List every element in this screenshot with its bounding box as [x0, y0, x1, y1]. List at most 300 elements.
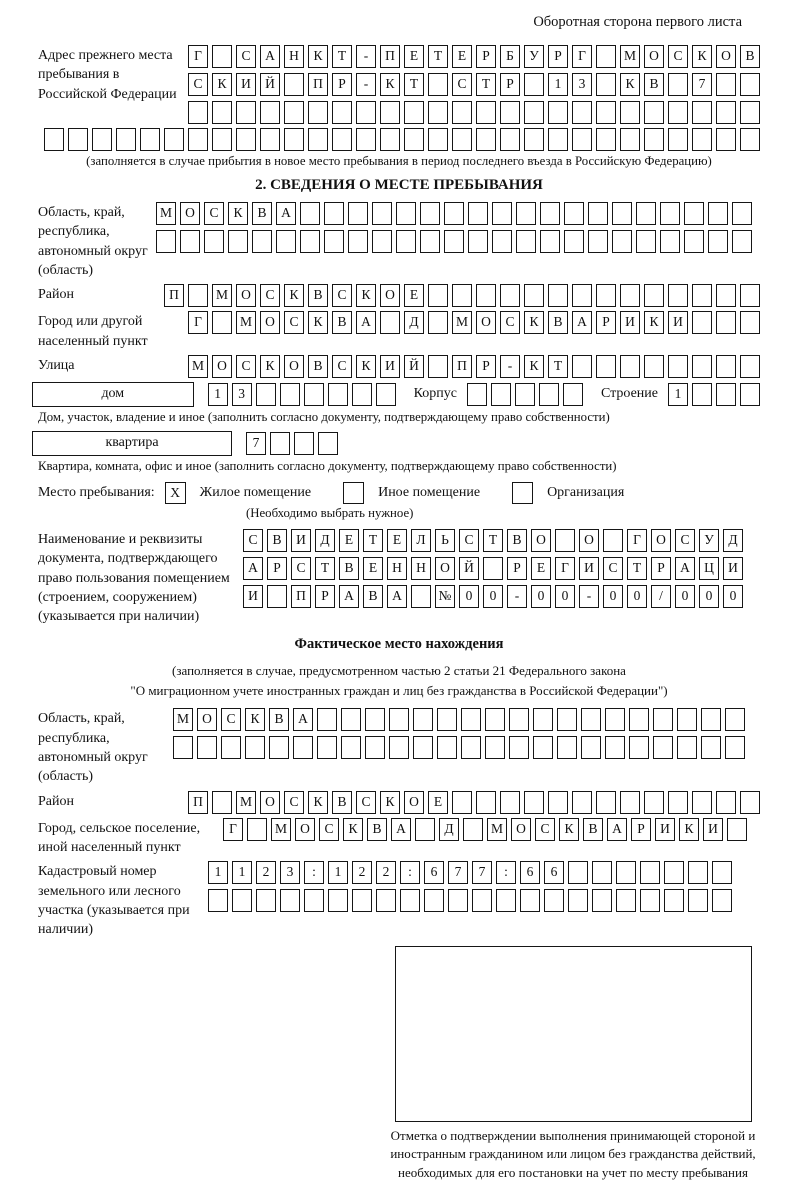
char-cell[interactable] [411, 585, 431, 608]
char-cell[interactable]: И [668, 311, 688, 334]
char-cell[interactable] [472, 889, 492, 912]
char-cell[interactable]: А [391, 818, 411, 841]
char-cell[interactable] [692, 355, 712, 378]
char-cell[interactable]: С [260, 284, 280, 307]
char-cell[interactable] [564, 230, 584, 253]
char-cell[interactable] [376, 889, 396, 912]
char-cell[interactable] [428, 128, 448, 151]
char-cell[interactable]: В [267, 529, 287, 552]
char-cell[interactable] [293, 736, 313, 759]
char-cell[interactable]: К [692, 45, 712, 68]
char-cell[interactable] [212, 791, 232, 814]
char-cell[interactable]: Р [651, 557, 671, 580]
char-cell[interactable] [304, 383, 324, 406]
char-cell[interactable] [444, 230, 464, 253]
char-cell[interactable] [365, 708, 385, 731]
char-cell[interactable]: К [380, 73, 400, 96]
char-cell[interactable] [348, 202, 368, 225]
char-cell[interactable] [548, 128, 568, 151]
char-cell[interactable] [677, 736, 697, 759]
char-cell[interactable] [668, 791, 688, 814]
char-cell[interactable]: С [332, 355, 352, 378]
char-cell[interactable] [356, 128, 376, 151]
char-cell[interactable]: У [524, 45, 544, 68]
char-cell[interactable] [716, 355, 736, 378]
char-cell[interactable]: В [367, 818, 387, 841]
char-cell[interactable]: Л [411, 529, 431, 552]
char-cell[interactable]: С [459, 529, 479, 552]
char-cell[interactable] [740, 101, 760, 124]
char-cell[interactable] [727, 818, 747, 841]
char-cell[interactable]: С [284, 311, 304, 334]
char-cell[interactable]: Е [531, 557, 551, 580]
char-cell[interactable] [640, 889, 660, 912]
char-cell[interactable]: К [343, 818, 363, 841]
char-cell[interactable] [245, 736, 265, 759]
char-cell[interactable] [740, 284, 760, 307]
char-cell[interactable] [740, 791, 760, 814]
char-cell[interactable]: К [356, 284, 376, 307]
char-cell[interactable]: 0 [555, 585, 575, 608]
char-cell[interactable] [716, 101, 736, 124]
char-cell[interactable]: Т [476, 73, 496, 96]
char-cell[interactable]: О [260, 791, 280, 814]
char-cell[interactable] [428, 311, 448, 334]
char-cell[interactable]: Д [723, 529, 743, 552]
char-cell[interactable] [188, 284, 208, 307]
char-cell[interactable] [260, 128, 280, 151]
char-cell[interactable] [540, 230, 560, 253]
char-cell[interactable]: К [524, 355, 544, 378]
char-cell[interactable] [636, 230, 656, 253]
char-cell[interactable]: 7 [472, 861, 492, 884]
char-cell[interactable] [500, 791, 520, 814]
char-cell[interactable]: А [572, 311, 592, 334]
char-cell[interactable] [596, 101, 616, 124]
char-cell[interactable]: Ц [699, 557, 719, 580]
char-cell[interactable]: Г [188, 45, 208, 68]
char-cell[interactable]: : [304, 861, 324, 884]
char-cell[interactable] [188, 128, 208, 151]
char-cell[interactable]: В [308, 284, 328, 307]
char-cell[interactable] [284, 128, 304, 151]
char-cell[interactable] [740, 355, 760, 378]
char-cell[interactable]: Е [428, 791, 448, 814]
char-cell[interactable] [452, 101, 472, 124]
char-cell[interactable] [548, 791, 568, 814]
char-cell[interactable]: О [644, 45, 664, 68]
char-cell[interactable]: Д [439, 818, 459, 841]
char-cell[interactable]: К [620, 73, 640, 96]
char-cell[interactable] [716, 791, 736, 814]
char-cell[interactable]: М [212, 284, 232, 307]
char-cell[interactable]: 7 [448, 861, 468, 884]
char-cell[interactable] [563, 383, 583, 406]
char-cell[interactable]: - [507, 585, 527, 608]
char-cell[interactable] [620, 791, 640, 814]
char-cell[interactable] [596, 355, 616, 378]
char-cell[interactable] [452, 128, 472, 151]
char-cell[interactable]: В [363, 585, 383, 608]
char-cell[interactable]: О [476, 311, 496, 334]
char-cell[interactable]: - [579, 585, 599, 608]
char-cell[interactable]: С [675, 529, 695, 552]
char-cell[interactable] [212, 311, 232, 334]
char-cell[interactable] [270, 432, 290, 455]
char-cell[interactable]: К [260, 355, 280, 378]
char-cell[interactable] [572, 128, 592, 151]
char-cell[interactable] [592, 861, 612, 884]
char-cell[interactable]: 0 [603, 585, 623, 608]
char-cell[interactable]: - [500, 355, 520, 378]
char-cell[interactable] [332, 101, 352, 124]
char-cell[interactable]: Г [555, 557, 575, 580]
char-cell[interactable]: Р [332, 73, 352, 96]
char-cell[interactable]: А [339, 585, 359, 608]
char-cell[interactable]: С [236, 355, 256, 378]
char-cell[interactable]: Й [260, 73, 280, 96]
char-cell[interactable] [712, 889, 732, 912]
char-cell[interactable] [476, 101, 496, 124]
char-cell[interactable]: И [243, 585, 263, 608]
char-cell[interactable]: О [531, 529, 551, 552]
char-cell[interactable] [92, 128, 112, 151]
char-cell[interactable] [660, 202, 680, 225]
char-cell[interactable]: К [245, 708, 265, 731]
char-cell[interactable]: М [236, 791, 256, 814]
char-cell[interactable] [524, 284, 544, 307]
char-cell[interactable]: С [243, 529, 263, 552]
char-cell[interactable] [568, 861, 588, 884]
char-cell[interactable] [44, 128, 64, 151]
char-cell[interactable]: : [400, 861, 420, 884]
char-cell[interactable]: : [496, 861, 516, 884]
char-cell[interactable] [372, 230, 392, 253]
char-cell[interactable]: В [252, 202, 272, 225]
char-cell[interactable]: О [716, 45, 736, 68]
char-cell[interactable]: 0 [723, 585, 743, 608]
char-cell[interactable] [732, 230, 752, 253]
char-cell[interactable]: К [308, 311, 328, 334]
char-cell[interactable] [476, 791, 496, 814]
char-cell[interactable]: С [332, 284, 352, 307]
char-cell[interactable]: С [284, 791, 304, 814]
char-cell[interactable]: 3 [232, 383, 252, 406]
char-cell[interactable] [533, 736, 553, 759]
char-cell[interactable] [212, 45, 232, 68]
char-cell[interactable] [212, 101, 232, 124]
char-cell[interactable] [653, 736, 673, 759]
char-cell[interactable] [644, 128, 664, 151]
char-cell[interactable]: И [723, 557, 743, 580]
char-cell[interactable] [415, 818, 435, 841]
char-cell[interactable]: А [356, 311, 376, 334]
char-cell[interactable]: И [620, 311, 640, 334]
char-cell[interactable] [437, 708, 457, 731]
char-cell[interactable] [533, 708, 553, 731]
char-cell[interactable]: 0 [459, 585, 479, 608]
char-cell[interactable]: А [293, 708, 313, 731]
char-cell[interactable] [740, 311, 760, 334]
char-cell[interactable] [276, 230, 296, 253]
char-cell[interactable] [173, 736, 193, 759]
char-cell[interactable] [116, 128, 136, 151]
char-cell[interactable]: В [269, 708, 289, 731]
char-cell[interactable] [620, 101, 640, 124]
char-cell[interactable] [212, 128, 232, 151]
house-type-box[interactable]: дом [32, 382, 194, 407]
char-cell[interactable] [572, 101, 592, 124]
char-cell[interactable]: - [356, 73, 376, 96]
char-cell[interactable] [496, 889, 516, 912]
char-cell[interactable] [267, 585, 287, 608]
char-cell[interactable] [620, 128, 640, 151]
char-cell[interactable] [581, 736, 601, 759]
char-cell[interactable]: 2 [352, 861, 372, 884]
char-cell[interactable]: Г [627, 529, 647, 552]
char-cell[interactable] [596, 791, 616, 814]
char-cell[interactable]: Н [387, 557, 407, 580]
char-cell[interactable]: Ь [435, 529, 455, 552]
char-cell[interactable] [616, 861, 636, 884]
char-cell[interactable] [492, 202, 512, 225]
char-cell[interactable] [332, 128, 352, 151]
char-cell[interactable]: И [703, 818, 723, 841]
char-cell[interactable] [605, 708, 625, 731]
char-cell[interactable] [300, 202, 320, 225]
char-cell[interactable] [280, 889, 300, 912]
char-cell[interactable] [716, 383, 736, 406]
char-cell[interactable]: И [380, 355, 400, 378]
char-cell[interactable]: 6 [520, 861, 540, 884]
char-cell[interactable]: Т [627, 557, 647, 580]
char-cell[interactable] [467, 383, 487, 406]
char-cell[interactable] [420, 202, 440, 225]
char-cell[interactable]: 0 [531, 585, 551, 608]
char-cell[interactable]: П [188, 791, 208, 814]
char-cell[interactable] [284, 73, 304, 96]
char-cell[interactable] [500, 128, 520, 151]
char-cell[interactable] [437, 736, 457, 759]
char-cell[interactable]: С [291, 557, 311, 580]
char-cell[interactable] [516, 230, 536, 253]
char-cell[interactable] [524, 73, 544, 96]
char-cell[interactable] [341, 736, 361, 759]
char-cell[interactable]: Д [315, 529, 335, 552]
char-cell[interactable] [596, 128, 616, 151]
char-cell[interactable] [740, 383, 760, 406]
char-cell[interactable] [164, 128, 184, 151]
char-cell[interactable]: К [308, 791, 328, 814]
char-cell[interactable] [629, 736, 649, 759]
char-cell[interactable] [380, 101, 400, 124]
char-cell[interactable]: М [271, 818, 291, 841]
char-cell[interactable]: 0 [627, 585, 647, 608]
char-cell[interactable] [596, 73, 616, 96]
char-cell[interactable]: Т [332, 45, 352, 68]
apartment-type-box[interactable]: квартира [32, 431, 232, 456]
char-cell[interactable]: О [295, 818, 315, 841]
char-cell[interactable] [492, 230, 512, 253]
char-cell[interactable] [256, 383, 276, 406]
char-cell[interactable]: К [228, 202, 248, 225]
char-cell[interactable]: Й [404, 355, 424, 378]
char-cell[interactable]: С [452, 73, 472, 96]
char-cell[interactable]: № [435, 585, 455, 608]
char-cell[interactable]: И [655, 818, 675, 841]
char-cell[interactable] [463, 818, 483, 841]
char-cell[interactable]: 2 [256, 861, 276, 884]
char-cell[interactable] [555, 529, 575, 552]
char-cell[interactable]: М [188, 355, 208, 378]
char-cell[interactable] [428, 73, 448, 96]
char-cell[interactable] [294, 432, 314, 455]
char-cell[interactable] [660, 230, 680, 253]
char-cell[interactable]: А [607, 818, 627, 841]
char-cell[interactable]: К [380, 791, 400, 814]
char-cell[interactable] [197, 736, 217, 759]
char-cell[interactable]: Е [452, 45, 472, 68]
char-cell[interactable]: С [356, 791, 376, 814]
char-cell[interactable]: П [164, 284, 184, 307]
char-cell[interactable] [509, 708, 529, 731]
char-cell[interactable] [284, 101, 304, 124]
char-cell[interactable]: Г [188, 311, 208, 334]
char-cell[interactable] [692, 128, 712, 151]
char-cell[interactable]: П [308, 73, 328, 96]
char-cell[interactable] [644, 791, 664, 814]
char-cell[interactable] [708, 202, 728, 225]
char-cell[interactable] [428, 101, 448, 124]
char-cell[interactable] [404, 101, 424, 124]
char-cell[interactable]: Т [363, 529, 383, 552]
char-cell[interactable] [668, 128, 688, 151]
char-cell[interactable]: 3 [280, 861, 300, 884]
char-cell[interactable] [568, 889, 588, 912]
char-cell[interactable]: Й [459, 557, 479, 580]
char-cell[interactable]: Д [404, 311, 424, 334]
char-cell[interactable] [256, 889, 276, 912]
char-cell[interactable]: 1 [232, 861, 252, 884]
char-cell[interactable] [485, 708, 505, 731]
char-cell[interactable] [380, 311, 400, 334]
char-cell[interactable]: Г [223, 818, 243, 841]
char-cell[interactable]: О [404, 791, 424, 814]
checkbox-organizatsiya[interactable] [512, 482, 533, 504]
char-cell[interactable] [524, 128, 544, 151]
char-cell[interactable] [485, 736, 505, 759]
char-cell[interactable] [156, 230, 176, 253]
char-cell[interactable] [444, 202, 464, 225]
char-cell[interactable] [688, 889, 708, 912]
char-cell[interactable]: Е [387, 529, 407, 552]
char-cell[interactable] [300, 230, 320, 253]
char-cell[interactable]: В [507, 529, 527, 552]
char-cell[interactable] [308, 128, 328, 151]
char-cell[interactable]: Р [500, 73, 520, 96]
char-cell[interactable] [317, 736, 337, 759]
char-cell[interactable] [684, 230, 704, 253]
char-cell[interactable] [365, 736, 385, 759]
char-cell[interactable] [372, 202, 392, 225]
char-cell[interactable]: В [548, 311, 568, 334]
char-cell[interactable] [712, 861, 732, 884]
char-cell[interactable]: М [487, 818, 507, 841]
char-cell[interactable] [524, 791, 544, 814]
char-cell[interactable]: Е [404, 284, 424, 307]
char-cell[interactable] [557, 708, 577, 731]
char-cell[interactable] [516, 202, 536, 225]
char-cell[interactable] [515, 383, 535, 406]
char-cell[interactable] [596, 284, 616, 307]
char-cell[interactable] [592, 889, 612, 912]
char-cell[interactable]: С [668, 45, 688, 68]
char-cell[interactable] [324, 202, 344, 225]
char-cell[interactable] [612, 202, 632, 225]
char-cell[interactable]: К [524, 311, 544, 334]
char-cell[interactable] [572, 355, 592, 378]
char-cell[interactable]: 3 [572, 73, 592, 96]
char-cell[interactable] [328, 383, 348, 406]
char-cell[interactable]: Т [548, 355, 568, 378]
char-cell[interactable] [228, 230, 248, 253]
char-cell[interactable]: О [579, 529, 599, 552]
char-cell[interactable] [692, 101, 712, 124]
char-cell[interactable] [692, 311, 712, 334]
char-cell[interactable]: У [699, 529, 719, 552]
char-cell[interactable] [236, 128, 256, 151]
char-cell[interactable] [400, 889, 420, 912]
char-cell[interactable]: А [243, 557, 263, 580]
char-cell[interactable] [317, 708, 337, 731]
char-cell[interactable]: / [651, 585, 671, 608]
char-cell[interactable] [252, 230, 272, 253]
char-cell[interactable]: К [284, 284, 304, 307]
char-cell[interactable] [677, 708, 697, 731]
char-cell[interactable] [428, 284, 448, 307]
char-cell[interactable] [204, 230, 224, 253]
char-cell[interactable]: П [380, 45, 400, 68]
char-cell[interactable] [716, 311, 736, 334]
char-cell[interactable]: В [339, 557, 359, 580]
char-cell[interactable] [612, 230, 632, 253]
char-cell[interactable] [140, 128, 160, 151]
char-cell[interactable] [668, 355, 688, 378]
char-cell[interactable]: М [173, 708, 193, 731]
char-cell[interactable]: Н [411, 557, 431, 580]
char-cell[interactable]: 0 [675, 585, 695, 608]
char-cell[interactable] [413, 736, 433, 759]
char-cell[interactable]: А [387, 585, 407, 608]
char-cell[interactable]: О [212, 355, 232, 378]
char-cell[interactable]: С [500, 311, 520, 334]
char-cell[interactable]: Р [476, 355, 496, 378]
char-cell[interactable]: Т [404, 73, 424, 96]
char-cell[interactable] [701, 708, 721, 731]
char-cell[interactable] [221, 736, 241, 759]
char-cell[interactable] [644, 284, 664, 307]
char-cell[interactable]: 1 [328, 861, 348, 884]
char-cell[interactable]: 1 [668, 383, 688, 406]
char-cell[interactable] [424, 889, 444, 912]
char-cell[interactable] [701, 736, 721, 759]
char-cell[interactable] [376, 383, 396, 406]
char-cell[interactable] [280, 383, 300, 406]
char-cell[interactable] [716, 128, 736, 151]
char-cell[interactable] [692, 284, 712, 307]
char-cell[interactable]: А [260, 45, 280, 68]
char-cell[interactable]: О [380, 284, 400, 307]
